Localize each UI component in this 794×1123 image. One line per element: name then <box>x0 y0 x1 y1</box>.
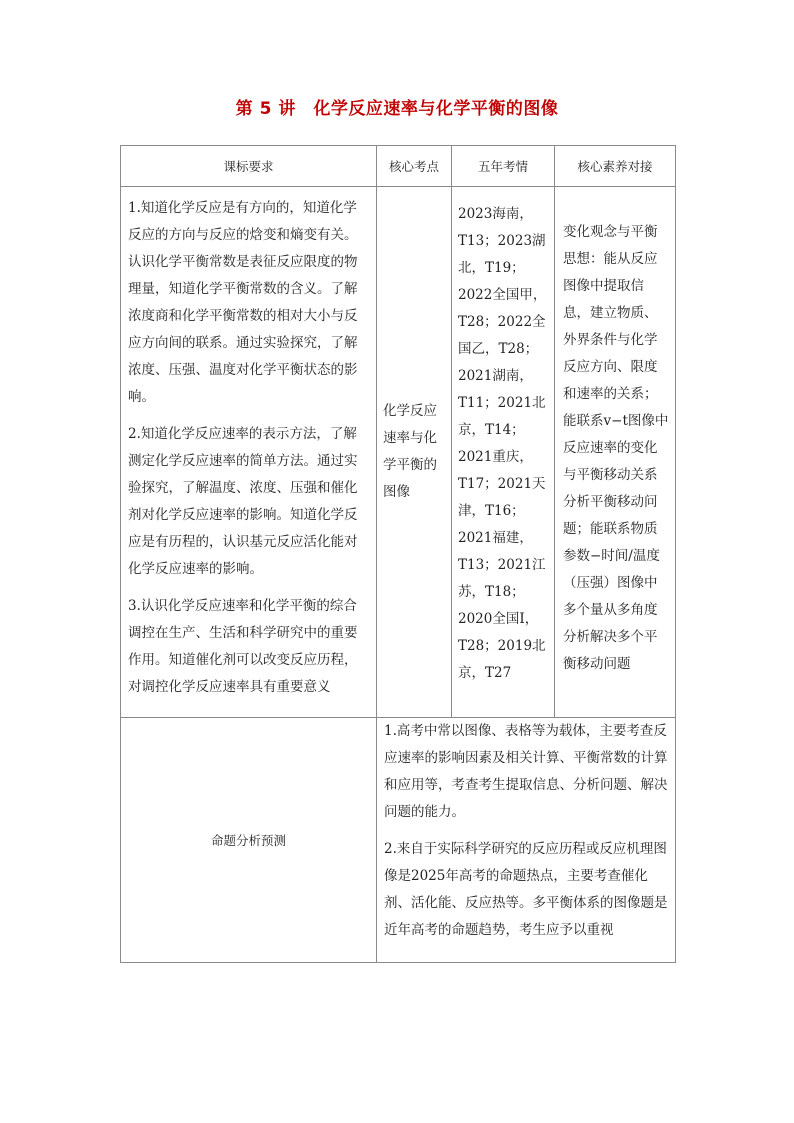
curriculum-table <box>120 145 676 963</box>
requirements-cell <box>121 187 377 718</box>
table-header-row <box>121 146 676 187</box>
table-row-main <box>121 187 676 718</box>
header-core-point: 核心考点 <box>377 146 452 187</box>
requirement-item: 1.知道化学反应是有方向的，知道化学反应的方向与反应的焓变和熵变有关。认识化学平衡常数是表征反应限度的物理量，知道化学平衡常数的含义。了解浓度商和化学平衡常数的相对大小与反应方向间的联系。通过实验探究，了解浓度、压强、温度对化学平衡状态的影响。 <box>128 200 358 405</box>
requirement-item: 2.知道化学反应速率的表示方法，了解测定化学反应速率的简单方法。通过实验探究，了解温度、浓度、压强和催化剂对化学反应速率的影响。知道化学反应是有历程的，认识基元反应活化能对化学反应速率的影响。 <box>128 426 358 577</box>
literacy-cell: 变化观念与平衡思想：能从反应图像中提取信息，建立物质、外界条件与化学反应方向、限度和速率的关系；能联系v−t图像中反应速率的变化与平衡移动关系分析平衡移动问题；能联系物质参数−时间/温度（压强）图像中多个量从多角度分析解决多个平衡移动问题 <box>555 187 676 718</box>
exam-history-cell: 2023海南，T13；2023湖北，T19；2022全国甲，T28；2022全国乙，T28；2021湖南，T11；2021北京，T14；2021重庆，T17；2021天津，T16；2021福建，T13；2021江苏，T18；2020全国Ⅰ，T28；2019北京，T27 <box>452 187 555 718</box>
table-row-analysis <box>121 718 676 963</box>
analysis-cell <box>377 718 676 963</box>
page-title: 第 5 讲 化学反应速率与化学平衡的图像 <box>235 99 559 119</box>
analysis-item: 2.来自于实际科学研究的反应历程或反应机理图像是2025年高考的命题热点，主要考查催化剂、活化能、反应热等。多平衡体系的图像题是近年高考的命题趋势，考生应予以重视 <box>384 841 668 938</box>
requirement-item: 3.认识化学反应速率和化学平衡的综合调控在生产、生活和科学研究中的重要作用。知道催化剂可以改变反应历程，对调控化学反应速率具有重要意义 <box>128 598 358 695</box>
header-literacy: 核心素养对接 <box>555 146 676 187</box>
header-exam-history: 五年考情 <box>452 146 555 187</box>
core-point-cell: 化学反应速率与化学平衡的图像 <box>377 187 452 718</box>
analysis-item: 1.高考中常以图像、表格等为载体，主要考查反应速率的影响因素及相关计算、平衡常数的计算和应用等，考查考生提取信息、分析问题、解决问题的能力。 <box>384 723 668 820</box>
analysis-label: 命题分析预测 <box>121 718 377 963</box>
header-requirements: 课标要求 <box>121 146 377 187</box>
